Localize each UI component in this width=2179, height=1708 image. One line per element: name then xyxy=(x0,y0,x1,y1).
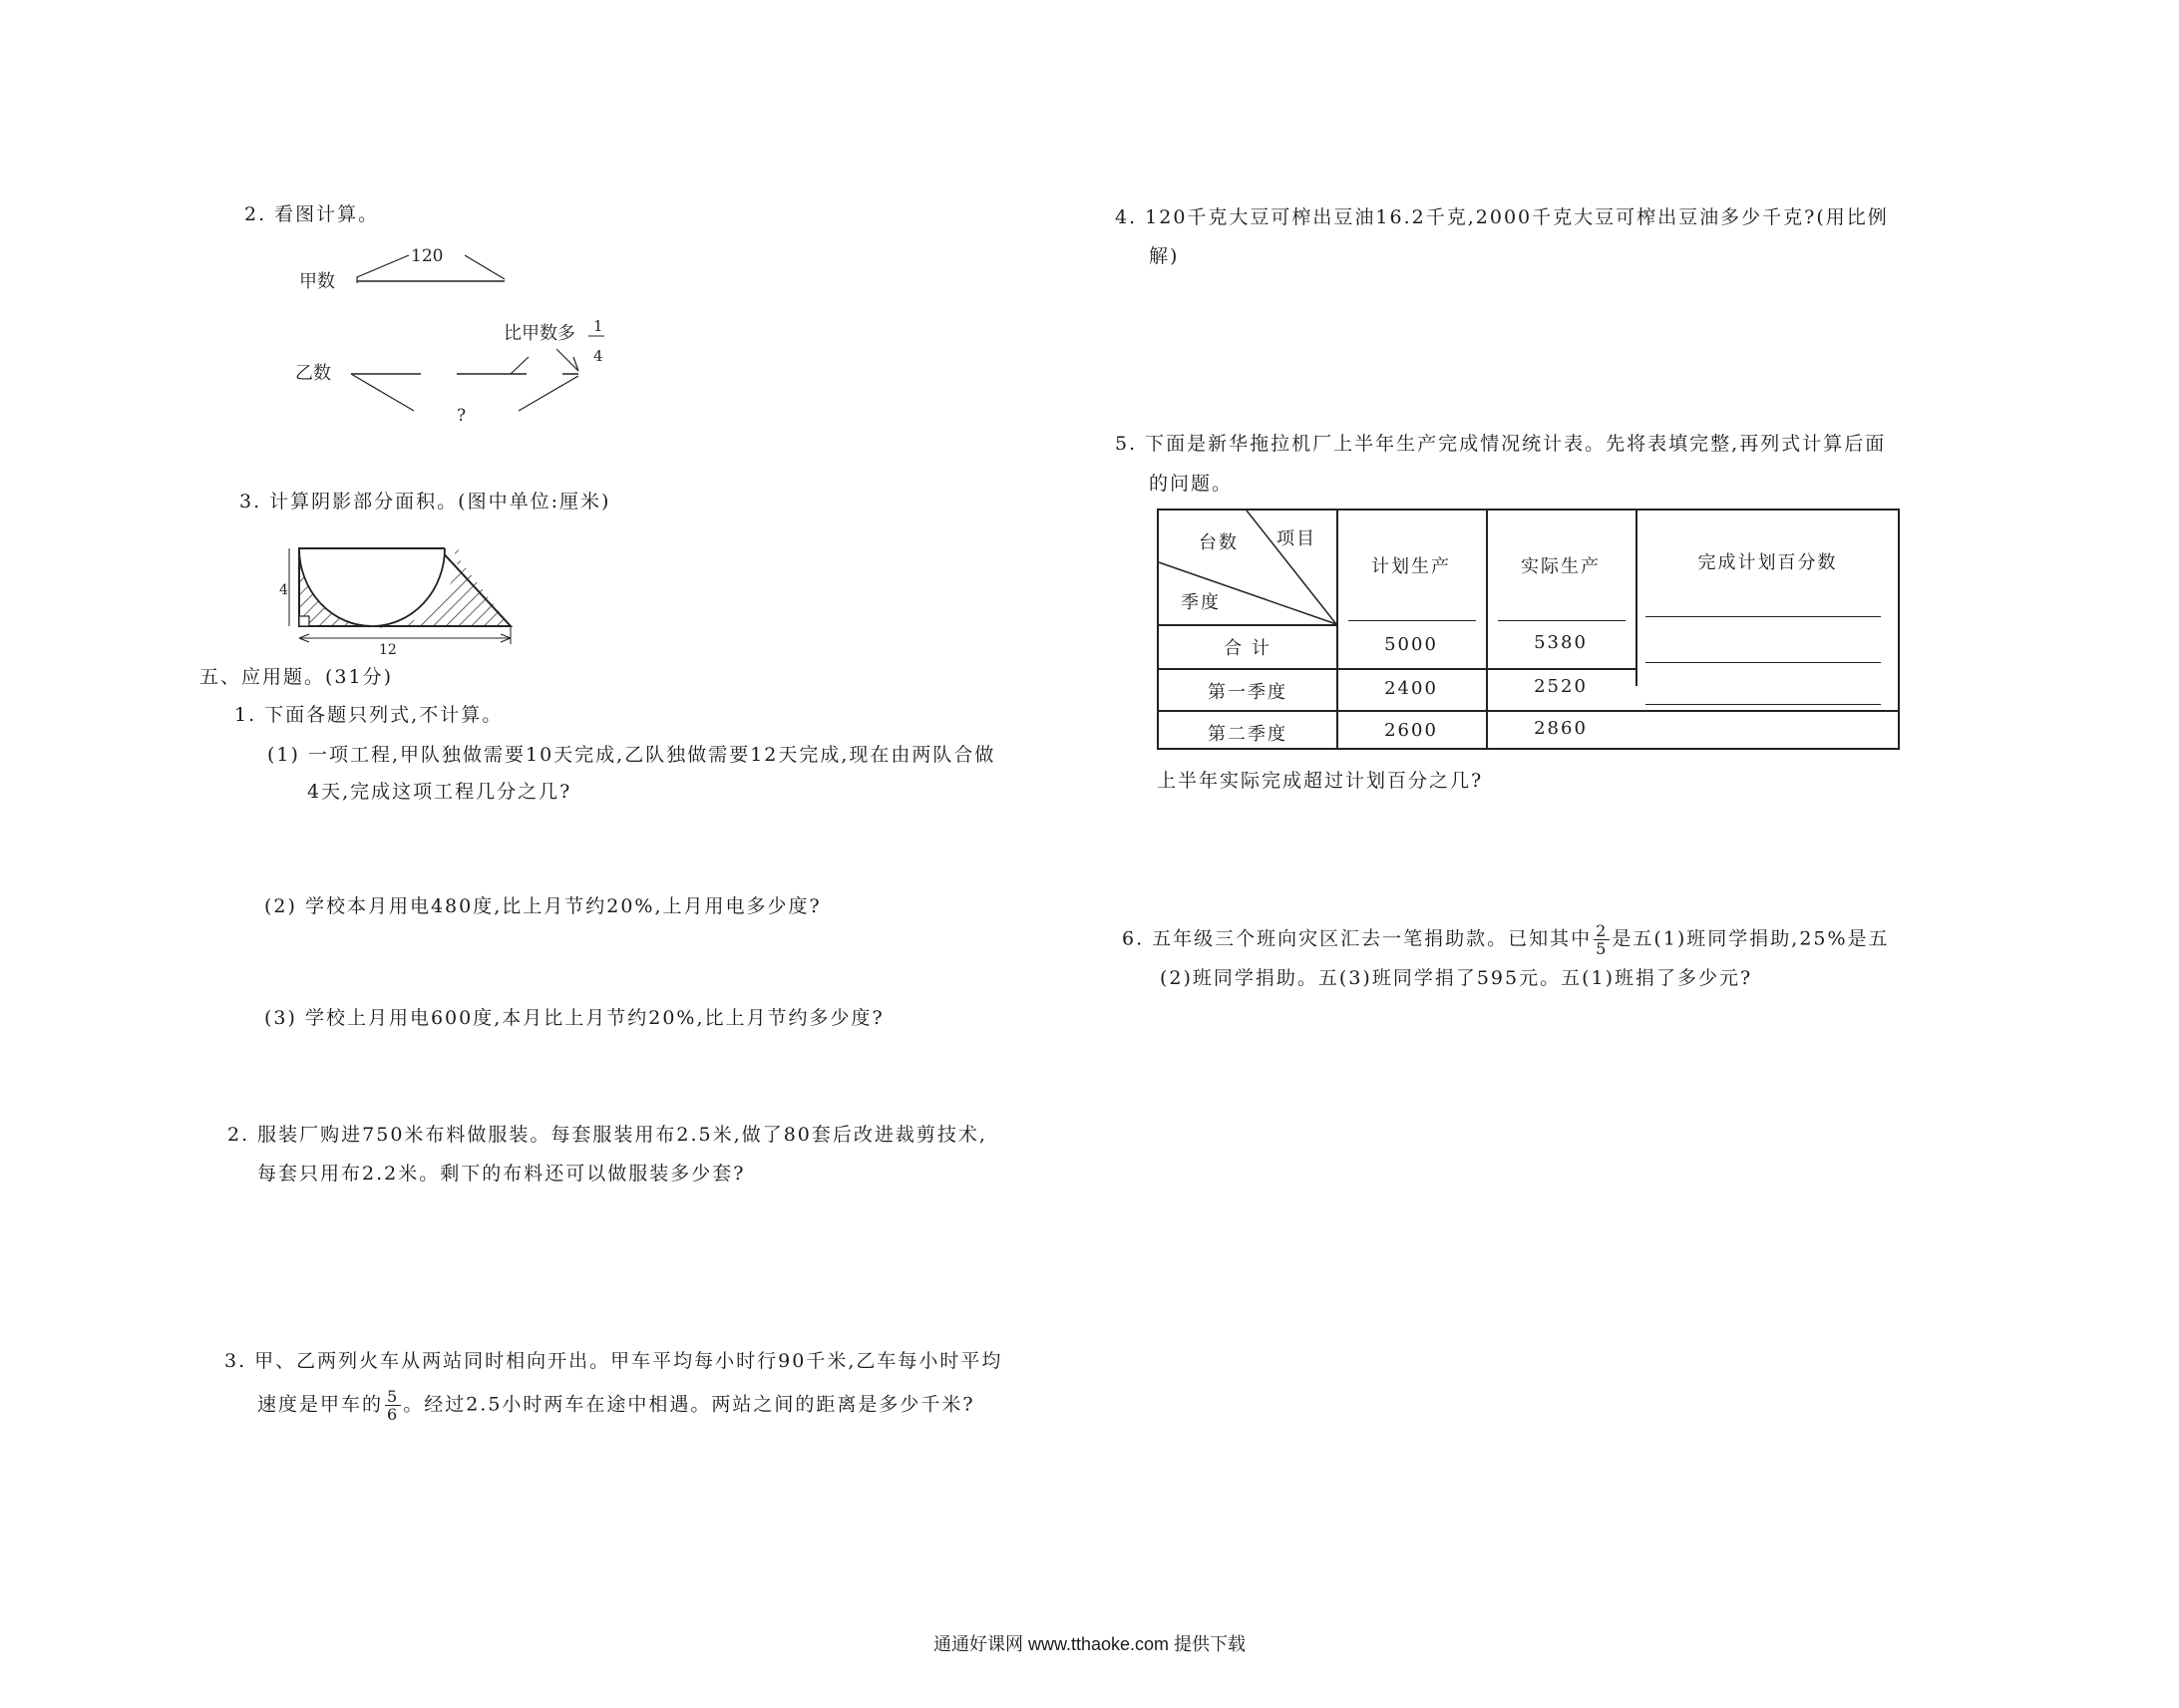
q6-fraction xyxy=(1594,922,1610,957)
corner-top-left: 台数 xyxy=(1199,532,1239,553)
q2-label: 2. 看图计算。 xyxy=(244,203,380,225)
row-q1-label: 第一季度 xyxy=(1208,682,1287,703)
q3-label: 3. 计算阴影部分面积。(图中单位:厘米) xyxy=(239,491,611,512)
q6-line1-start: 6. 五年级三个班向灾区汇去一笔捐助款。已知其中 xyxy=(1122,927,1593,950)
q5-question: 上半年实际完成超过计划百分之几? xyxy=(1157,770,1484,792)
s3-line2-start: 速度是甲车的 xyxy=(257,1393,384,1416)
s3-line1: 3. 甲、乙两列火车从两站同时相向开出。甲车平均每小时行90千米,乙车每小时平均 xyxy=(224,1350,1003,1372)
diagram-a-value: 120 xyxy=(411,246,444,266)
figure-width-label: 12 xyxy=(379,642,397,658)
row-q1-plan: 2400 xyxy=(1384,678,1438,699)
production-table xyxy=(1157,509,1900,750)
diagram-a-label: 甲数 xyxy=(299,271,335,292)
s1-p2: (2) 学校本月用电480度,比上月节约20%,上月用电多少度? xyxy=(264,895,822,917)
q5-line2: 的问题。 xyxy=(1149,473,1234,495)
diagram-ratio-text: 比甲数多 xyxy=(504,323,575,344)
corner-bottom: 季度 xyxy=(1181,592,1221,613)
q6-line1-end: 是五(1)班同学捐助,25%是五 xyxy=(1612,927,1890,950)
header-actual: 实际生产 xyxy=(1521,556,1601,577)
s3-line2 xyxy=(257,1388,975,1423)
header-plan: 计划生产 xyxy=(1371,556,1451,577)
s1-p1-line1: (1) 一项工程,甲队独做需要10天完成,乙队独做需要12天完成,现在由两队合做 xyxy=(267,744,996,766)
s1-label: 1. 下面各题只列式,不计算。 xyxy=(234,704,504,726)
s2-line1: 2. 服装厂购进750米布料做服装。每套服装用布2.5米,做了80套后改进裁剪技术, xyxy=(227,1124,987,1146)
diagram-unknown: ? xyxy=(457,406,467,426)
row-total-actual: 5380 xyxy=(1534,632,1588,653)
diagram-b-label: 乙数 xyxy=(295,363,331,384)
row-total-label: 合 计 xyxy=(1224,638,1271,659)
q6-line1 xyxy=(1122,922,1890,957)
q6-frac-num: 2 xyxy=(1596,921,1609,940)
s3-fraction xyxy=(385,1388,401,1423)
row-q2-label: 第二季度 xyxy=(1208,724,1287,745)
header-percent: 完成计划百分数 xyxy=(1697,552,1838,573)
q5-line1: 5. 下面是新华拖拉机厂上半年生产完成情况统计表。先将表填完整,再列式计算后面 xyxy=(1115,433,1887,455)
diagram-ratio-den: 4 xyxy=(593,347,603,365)
line-segment-diagram xyxy=(289,239,608,429)
row-total-plan: 5000 xyxy=(1384,634,1438,655)
s1-p3: (3) 学校上月用电600度,本月比上月节约20%,比上月节约多少度? xyxy=(264,1007,885,1029)
row-q2-plan: 2600 xyxy=(1384,720,1438,741)
q4-line2: 解) xyxy=(1149,245,1180,267)
s3-frac-den: 6 xyxy=(387,1405,400,1424)
q6-frac-den: 5 xyxy=(1596,939,1609,958)
s3-line2-end: 。经过2.5小时两车在途中相遇。两站之间的距离是多少千米? xyxy=(403,1393,975,1416)
s3-frac-num: 5 xyxy=(387,1387,400,1406)
corner-top-right: 项目 xyxy=(1276,528,1316,549)
diagram-ratio-num: 1 xyxy=(593,317,603,335)
s1-p1-line2: 4天,完成这项工程几分之几? xyxy=(307,781,572,803)
figure-height-label: 4 xyxy=(279,582,288,598)
s2-line2: 每套只用布2.2米。剩下的布料还可以做服装多少套? xyxy=(257,1163,746,1185)
row-q1-actual: 2520 xyxy=(1534,676,1588,697)
shaded-area-figure xyxy=(279,538,519,658)
q4-line1: 4. 120千克大豆可榨出豆油16.2千克,2000千克大豆可榨出豆油多少千克?(用比例 xyxy=(1115,206,1889,228)
footer-source: 通通好课网 www.tthaoke.com 提供下载 xyxy=(932,1634,1247,1654)
row-q2-actual: 2860 xyxy=(1534,718,1588,739)
section5-title: 五、应用题。(31分) xyxy=(199,666,394,688)
q6-line2: (2)班同学捐助。五(3)班同学捐了595元。五(1)班捐了多少元? xyxy=(1160,967,1753,989)
